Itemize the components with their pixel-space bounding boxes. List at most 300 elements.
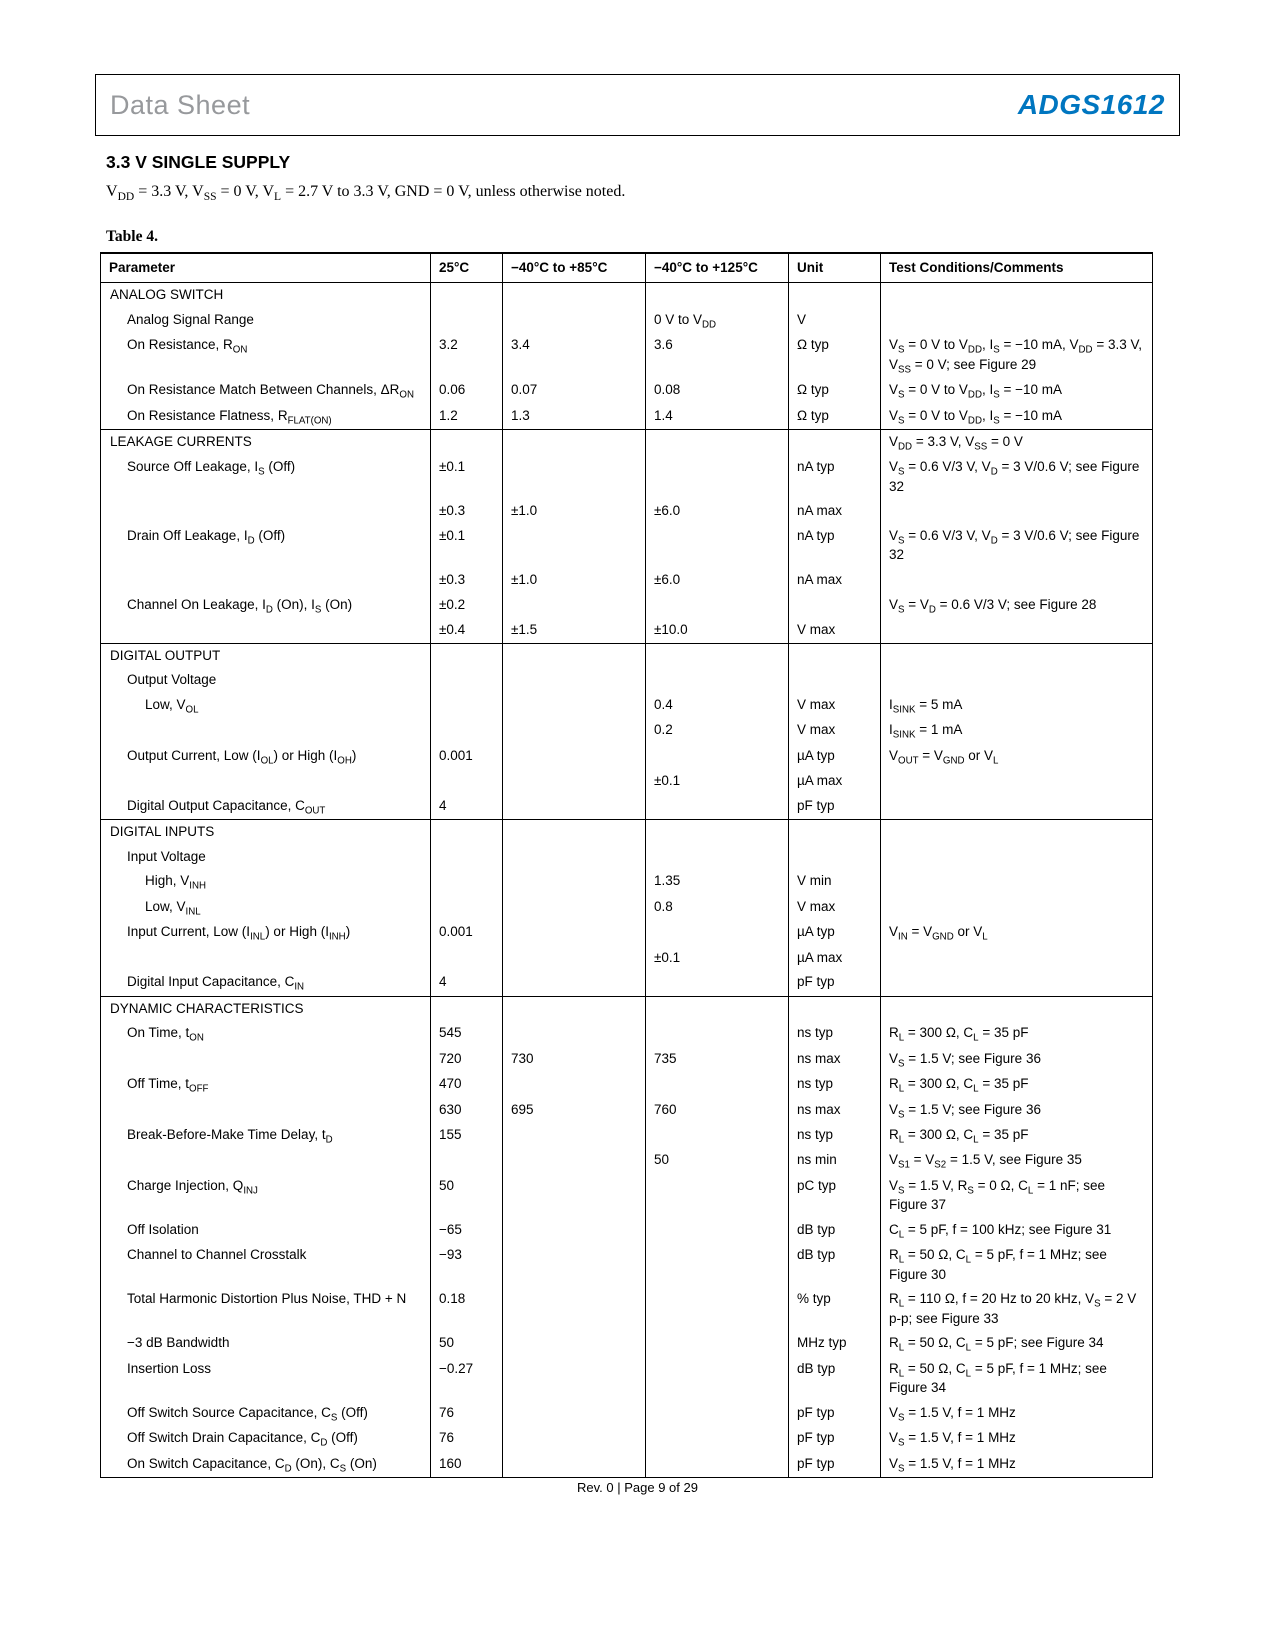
value-25c-cell [431,718,503,743]
conditions-cell [881,895,1153,920]
value-85c-cell [503,1072,646,1097]
value-85c-cell [503,820,646,845]
conditions-cell [881,283,1153,308]
value-25c-cell: ±0.4 [431,618,503,643]
value-25c-cell: ±0.1 [431,524,503,568]
value-125c-cell: 1.35 [646,869,789,894]
value-85c-cell: 730 [503,1047,646,1072]
value-25c-cell: 0.06 [431,378,503,403]
value-125c-cell: ±6.0 [646,568,789,593]
value-125c-cell: 1.4 [646,404,789,430]
unit-cell: pF typ [789,970,881,996]
spec-row [101,845,1153,870]
value-25c-cell: 155 [431,1123,503,1148]
conditions-cell: $V_{OUT} = V_{GND}$ or $V_L$ [881,744,1153,769]
value-125c-cell [646,1452,789,1478]
value-125c-cell [646,283,789,308]
conditions-cell: $R_L = 300$ Ω, $C_L = 35$ pF [881,1072,1153,1097]
value-85c-cell: 0.07 [503,378,646,403]
value-125c-cell: 0.8 [646,895,789,920]
unit-cell: ns max [789,1047,881,1072]
value-85c-cell [503,869,646,894]
param-cell: DIGITAL INPUTS [101,820,431,845]
conditions-cell: $V_{S1} = V_{S2} = 1.5$ V, see Figure 35 [881,1148,1153,1173]
value-85c-cell [503,1452,646,1478]
value-125c-cell [646,455,789,499]
conditions-cell [881,845,1153,870]
value-25c-cell: 50 [431,1331,503,1356]
value-125c-cell: 0.4 [646,693,789,718]
spec-row [101,1331,1153,1356]
section-title: 3.3 V SINGLE SUPPLY [106,152,291,172]
test-conditions-line: $V_{DD} = 3.3$ V, $V_{SS} = 0$ V, $V_L = 2.7$ V to 3.3 V, GND = 0 V, unless otherwise noted. [106,183,626,204]
unit-cell [789,283,881,308]
value-125c-cell: ±10.0 [646,618,789,643]
param-cell [101,1047,431,1072]
spec-row [101,668,1153,693]
spec-row [101,1047,1153,1072]
value-85c-cell [503,794,646,820]
unit-cell [789,593,881,618]
header-row [101,253,1153,283]
param-cell: Total Harmonic Distortion Plus Noise, THD + N [127,1291,407,1307]
value-125c-cell: ±6.0 [646,499,789,524]
param-cell: LEAKAGE CURRENTS [101,429,431,455]
conditions-cell: $R_L = 300$ Ω, $C_L = 35$ pF [881,1021,1153,1046]
param-cell: Off Isolation [127,1221,199,1237]
value-125c-cell [646,920,789,945]
value-25c-cell [431,283,503,308]
value-25c-cell: 720 [431,1047,503,1072]
value-25c-cell [431,869,503,894]
param-cell: Charge Injection, $Q_{INJ}$ [127,1177,258,1197]
value-85c-cell [503,1174,646,1218]
spec-row [101,869,1153,894]
value-25c-cell: −65 [431,1218,503,1243]
value-85c-cell [503,693,646,718]
value-25c-cell [431,668,503,693]
param-cell: On Resistance Flatness, $R_{FLAT(ON)}$ [127,407,332,427]
unit-cell: Ω typ [789,333,881,378]
column-header-0: Parameter [101,253,431,283]
spec-row [101,769,1153,794]
value-25c-cell: 0.001 [431,744,503,769]
spec-row [101,618,1153,643]
unit-cell: dB typ [789,1357,881,1401]
column-header-5: Test Conditions/Comments [881,253,1153,283]
conditions-cell [881,820,1153,845]
value-25c-cell: −0.27 [431,1357,503,1401]
conditions-cell: $R_L = 300$ Ω, $C_L = 35$ pF [881,1123,1153,1148]
param-cell [101,568,431,593]
param-cell: On Resistance Match Between Channels, $\Delta R_{ON}$ [127,382,414,401]
spec-row [101,970,1153,996]
conditions-cell: $V_S = 1.5$ V, f = 1 MHz [881,1426,1153,1451]
param-cell: Output Voltage [127,672,217,688]
conditions-cell: $V_S = 1.5$ V, f = 1 MHz [881,1452,1153,1478]
unit-cell: pC typ [789,1174,881,1218]
unit-cell: V max [789,693,881,718]
value-125c-cell [646,996,789,1021]
value-25c-cell [431,429,503,455]
conditions-cell: $R_L = 50$ Ω, $C_L = 5$ pF; see Figure 34 [881,1331,1153,1356]
unit-cell: nA typ [789,524,881,568]
unit-cell [789,429,881,455]
value-25c-cell [431,895,503,920]
param-cell [101,769,431,794]
value-125c-cell [646,1218,789,1243]
conditions-cell: $R_L = 110$ Ω, f = 20 Hz to 20 kHz, $V_S = 2$ V p-p; see Figure 33 [881,1287,1153,1331]
param-cell [101,618,431,643]
value-125c-cell [646,1072,789,1097]
value-125c-cell: 0.08 [646,378,789,403]
conditions-cell: $V_S = 1.5$ V; see Figure 36 [881,1098,1153,1123]
value-85c-cell [503,1287,646,1331]
spec-row [101,524,1153,568]
value-25c-cell: 630 [431,1098,503,1123]
unit-cell: dB typ [789,1218,881,1243]
spec-table [100,252,1153,1478]
conditions-cell: $R_L = 50$ Ω, $C_L = 5$ pF, f = 1 MHz; see Figure 34 [881,1357,1153,1401]
param-cell: ANALOG SWITCH [101,283,431,308]
unit-cell: V max [789,618,881,643]
value-125c-cell [646,429,789,455]
value-25c-cell [431,308,503,333]
value-85c-cell [503,946,646,971]
conditions-cell: $V_S = 0$ V to $V_{DD}$, $I_S = -10$ mA [881,404,1153,430]
spec-row [101,455,1153,499]
value-85c-cell [503,1426,646,1451]
param-cell: Insertion Loss [127,1360,212,1376]
param-cell: DIGITAL OUTPUT [101,643,431,668]
value-25c-cell [431,643,503,668]
conditions-cell [881,970,1153,996]
unit-cell: Ω typ [789,404,881,430]
value-85c-cell [503,593,646,618]
unit-cell: ns typ [789,1123,881,1148]
conditions-cell: $V_S = 1.5$ V, f = 1 MHz [881,1401,1153,1426]
value-125c-cell [646,593,789,618]
unit-cell: % typ [789,1287,881,1331]
param-cell: Break-Before-Make Time Delay, $t_D$ [127,1126,333,1146]
value-125c-cell [646,1331,789,1356]
unit-cell: pF typ [789,1426,881,1451]
value-125c-cell: 50 [646,1148,789,1173]
part-number: ADGS1612 [1017,89,1165,120]
value-25c-cell: 0.18 [431,1287,503,1331]
value-125c-cell [646,1174,789,1218]
unit-cell: V [789,308,881,333]
spec-row [101,1218,1153,1243]
conditions-cell: $V_S = V_D = 0.6$ V/3 V; see Figure 28 [881,593,1153,618]
conditions-cell [881,869,1153,894]
unit-cell [789,820,881,845]
param-cell: Channel On Leakage, $I_D$ (On), $I_S$ (On) [127,596,353,616]
conditions-cell: $C_L = 5$ pF, f = 100 kHz; see Figure 31 [881,1218,1153,1243]
spec-row [101,1287,1153,1331]
conditions-cell: $I_{SINK} = 1$ mA [881,718,1153,743]
param-cell [101,1148,431,1173]
value-125c-cell: 760 [646,1098,789,1123]
spec-row [101,1072,1153,1097]
unit-cell: nA max [789,568,881,593]
param-cell: Low, $V_{INL}$ [145,898,201,918]
unit-cell: V min [789,869,881,894]
conditions-cell: $V_S = 1.5$ V; see Figure 36 [881,1047,1153,1072]
conditions-cell: $V_S = 0$ V to $V_{DD}$, $I_S = -10$ mA [881,378,1153,403]
param-cell: On Resistance, $R_{ON}$ [127,337,248,357]
unit-cell: V max [789,718,881,743]
value-125c-cell [646,845,789,870]
value-85c-cell [503,1357,646,1401]
column-header-1: 25°C [431,253,503,283]
value-25c-cell: 0.001 [431,920,503,945]
value-85c-cell [503,845,646,870]
unit-cell: ns typ [789,1072,881,1097]
value-85c-cell [503,668,646,693]
page-header [95,74,1180,136]
value-125c-cell [646,820,789,845]
spec-row [101,920,1153,945]
page-footer: Rev. 0 | Page 9 of 29 [577,1480,698,1495]
value-85c-cell [503,718,646,743]
spec-row [101,1148,1153,1173]
unit-cell [789,845,881,870]
spec-row [101,308,1153,333]
value-25c-cell [431,946,503,971]
unit-cell: pF typ [789,1452,881,1478]
value-125c-cell [646,970,789,996]
value-25c-cell [431,769,503,794]
main-content [100,152,1152,1478]
spec-row [101,1123,1153,1148]
unit-cell: µA typ [789,744,881,769]
value-25c-cell: ±0.1 [431,455,503,499]
param-cell: Output Current, Low $(I_{OL})$ or High $(I_{OH})$ [127,747,357,767]
column-header-2: −40°C to +85°C [503,253,646,283]
value-25c-cell: 3.2 [431,333,503,378]
param-cell: DYNAMIC CHARACTERISTICS [101,996,431,1021]
value-125c-cell [646,1123,789,1148]
value-85c-cell [503,895,646,920]
conditions-cell: $V_{IN} = V_{GND}$ or $V_L$ [881,920,1153,945]
unit-cell: µA typ [789,920,881,945]
value-85c-cell [503,1331,646,1356]
conditions-cell [881,618,1153,643]
spec-row [101,1174,1153,1218]
value-85c-cell: 695 [503,1098,646,1123]
param-cell: Digital Input Capacitance, $C_{IN}$ [127,974,305,994]
unit-cell: ns min [789,1148,881,1173]
conditions-cell [881,996,1153,1021]
value-85c-cell: ±1.0 [503,568,646,593]
spec-row [101,1452,1153,1478]
value-85c-cell [503,769,646,794]
value-25c-cell: ±0.2 [431,593,503,618]
conditions-cell: $V_S = 1.5$ V, $R_S = 0$ Ω, $C_L = 1$ nF; see Figure 37 [881,1174,1153,1218]
spec-row [101,1426,1153,1451]
value-125c-cell: 735 [646,1047,789,1072]
spec-row [101,1021,1153,1046]
value-85c-cell [503,1123,646,1148]
param-cell: On Switch Capacitance, $C_D$ (On), $C_S$ (On) [127,1455,377,1475]
unit-cell: µA max [789,946,881,971]
param-cell: Low, $V_{OL}$ [145,696,199,716]
unit-cell: µA max [789,769,881,794]
value-125c-cell [646,1401,789,1426]
spec-row [101,568,1153,593]
column-header-3: −40°C to +125°C [646,253,789,283]
value-85c-cell [503,643,646,668]
value-85c-cell [503,524,646,568]
param-cell: Drain Off Leakage, $I_D$ (Off) [127,528,286,547]
value-125c-cell: 0.2 [646,718,789,743]
conditions-cell [881,769,1153,794]
value-125c-cell [646,1243,789,1287]
unit-cell [789,668,881,693]
spec-row [101,1243,1153,1287]
spec-row [101,946,1153,971]
param-cell: Source Off Leakage, $I_S$ (Off) [127,459,296,479]
spec-table-body [101,283,1153,1478]
value-125c-cell [646,1357,789,1401]
value-25c-cell [431,1148,503,1173]
value-85c-cell [503,996,646,1021]
value-25c-cell [431,693,503,718]
conditions-cell: $R_L = 50$ Ω, $C_L = 5$ pF, f = 1 MHz; see Figure 30 [881,1243,1153,1287]
value-85c-cell [503,970,646,996]
unit-cell: nA max [789,499,881,524]
value-125c-cell [646,1426,789,1451]
spec-row [101,1357,1153,1401]
value-85c-cell [503,308,646,333]
param-cell: Channel to Channel Crosstalk [127,1247,307,1263]
value-125c-cell [646,744,789,769]
value-25c-cell: 470 [431,1072,503,1097]
unit-cell: pF typ [789,794,881,820]
value-85c-cell [503,1401,646,1426]
unit-cell: ns max [789,1098,881,1123]
spec-row [101,378,1153,403]
param-cell: Off Time, $t_{OFF}$ [127,1076,209,1095]
spec-row [101,593,1153,618]
conditions-cell [881,308,1153,333]
value-125c-cell: 3.6 [646,333,789,378]
conditions-cell [881,794,1153,820]
value-125c-cell [646,524,789,568]
conditions-cell: $V_S = 0.6$ V/3 V, $V_D = 3$ V/0.6 V; see Figure 32 [881,524,1153,568]
value-125c-cell [646,668,789,693]
value-25c-cell [431,996,503,1021]
param-cell: Off Switch Source Capacitance, $C_S$ (Off) [127,1404,368,1424]
value-125c-cell [646,1287,789,1331]
value-25c-cell: 76 [431,1401,503,1426]
param-cell: High, $V_{INH}$ [145,873,207,893]
section-row [101,820,1153,845]
spec-row [101,794,1153,820]
value-25c-cell: 76 [431,1426,503,1451]
value-85c-cell: 3.4 [503,333,646,378]
value-125c-cell [646,643,789,668]
spec-row [101,693,1153,718]
value-85c-cell [503,1021,646,1046]
value-85c-cell [503,455,646,499]
value-85c-cell [503,1218,646,1243]
value-85c-cell [503,920,646,945]
value-25c-cell: 50 [431,1174,503,1218]
param-cell: −3 dB Bandwidth [127,1335,230,1351]
spec-row [101,1401,1153,1426]
spec-table-head [101,253,1153,283]
param-cell: On Time, $t_{ON}$ [127,1025,204,1045]
param-cell [101,718,431,743]
conditions-cell: $V_S = 0$ V to $V_{DD}$, $I_S = -10$ mA, $V_{DD} = 3.3$ V, $V_{SS} = 0$ V; see Figure 29 [881,333,1153,378]
value-125c-cell: ±0.1 [646,946,789,971]
conditions-cell: $V_{DD} = 3.3$ V, $V_{SS} = 0$ V [881,429,1153,455]
value-125c-cell [646,794,789,820]
param-cell: Digital Output Capacitance, $C_{OUT}$ [127,797,326,817]
conditions-cell [881,668,1153,693]
table-label: Table 4. [106,227,158,245]
value-85c-cell: ±1.5 [503,618,646,643]
conditions-cell: $I_{SINK} = 5$ mA [881,693,1153,718]
param-cell [101,1098,431,1123]
conditions-cell: $V_S = 0.6$ V/3 V, $V_D = 3$ V/0.6 V; see Figure 32 [881,455,1153,499]
unit-cell: dB typ [789,1243,881,1287]
value-25c-cell: 4 [431,970,503,996]
value-25c-cell [431,845,503,870]
spec-row [101,718,1153,743]
param-cell: Analog Signal Range [127,311,254,327]
spec-row [101,404,1153,430]
param-cell: Off Switch Drain Capacitance, $C_D$ (Off) [127,1430,358,1449]
column-header-4: Unit [789,253,881,283]
spec-row [101,1098,1153,1123]
document-type-label: Data Sheet [110,89,251,120]
unit-cell: nA typ [789,455,881,499]
section-row [101,996,1153,1021]
value-85c-cell [503,744,646,769]
value-25c-cell: −93 [431,1243,503,1287]
unit-cell: V max [789,895,881,920]
section-row [101,429,1153,455]
value-25c-cell [431,820,503,845]
value-125c-cell: 0 V to $V_{DD}$ [646,308,789,333]
conditions-cell [881,643,1153,668]
conditions-cell [881,568,1153,593]
param-cell: Input Current, Low $(I_{INL})$ or High $(I_{INH})$ [127,924,351,943]
value-25c-cell: 545 [431,1021,503,1046]
unit-cell [789,996,881,1021]
unit-cell: ns typ [789,1021,881,1046]
value-25c-cell: 1.2 [431,404,503,430]
param-cell [101,499,431,524]
value-125c-cell: ±0.1 [646,769,789,794]
value-125c-cell [646,1021,789,1046]
value-25c-cell: ±0.3 [431,499,503,524]
conditions-cell [881,946,1153,971]
unit-cell: pF typ [789,1401,881,1426]
spec-row [101,333,1153,378]
conditions-cell [881,499,1153,524]
unit-cell: Ω typ [789,378,881,403]
value-25c-cell: ±0.3 [431,568,503,593]
spec-row [101,744,1153,769]
value-85c-cell: 1.3 [503,404,646,430]
section-row [101,283,1153,308]
section-row [101,643,1153,668]
value-85c-cell [503,283,646,308]
